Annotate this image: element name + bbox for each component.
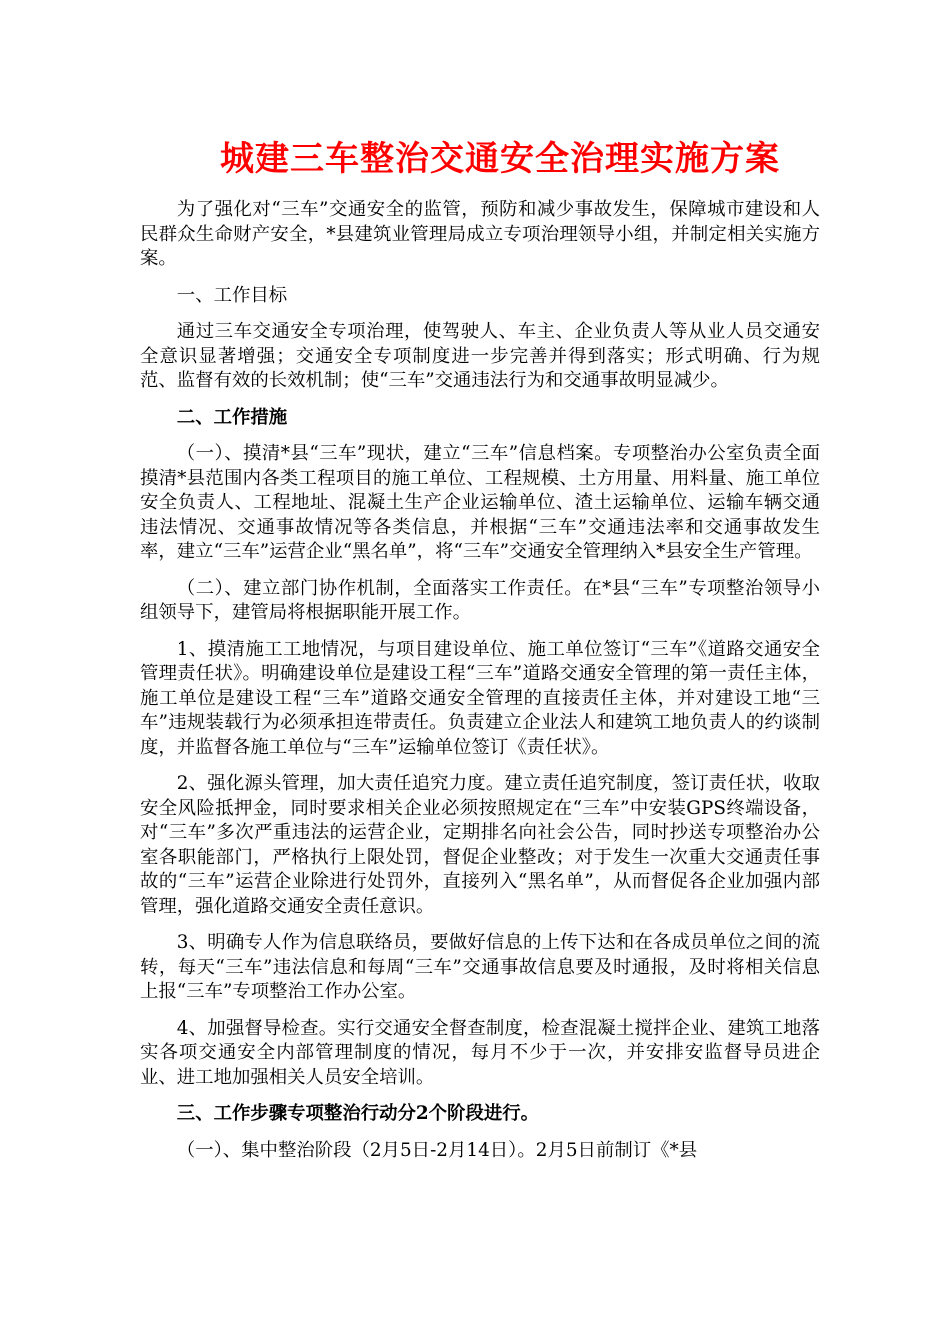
document-page — [140, 130, 820, 1175]
body-paragraph: （二）、建立部门协作机制，全面落实工作责任。在*县“三车”专项整治领导小组领导下，建管局将根据职能开展工作。 — [140, 577, 820, 623]
body-paragraph: 2、强化源头管理，加大责任追究力度。建立责任追究制度，签订责任状，收取安全风险抵押金，同时要求相关企业必须按照规定在“三车”中安装GPS终端设备，对“三车”多次严重违法的运营企业，定期排名向社会公告，同时抄送专项整治办公室各职能部门，严格执行上限处罚，督促企业整改；对于发生一次重大交通责任事故的“三车”运营企业除进行处罚外，直接列入“黑名单”，从而督促各企业加强内部管理，强化道路交通安全责任意识。 — [140, 773, 820, 917]
document-title: 城建三车整治交通安全治理实施方案 — [220, 139, 780, 179]
body-paragraph: 4、加强督导检查。实行交通安全督查制度，检查混凝土搅拌企业、建筑工地落实各项交通安全内部管理制度的情况，每月不少于一次，并安排安监督导员进企业、进工地加强相关人员安全培训。 — [140, 1017, 820, 1088]
body-paragraph: 通过三车交通安全专项治理，使驾驶人、车主、企业负责人等从业人员交通安全意识显著增强；交通安全专项制度进一步完善并得到落实；形式明确、行为规范、监督有效的长效机制；使“三车”交通违法行为和交通事故明显减少。 — [140, 321, 820, 391]
body-paragraph: 一、工作目标 — [176, 284, 288, 306]
body-paragraph: 3、明确专人作为信息联络员，要做好信息的上传下达和在各成员单位之间的流转，每天“三车”违法信息和每周“三车”交通事故信息要及时通报，及时将相关信息上报“三车”专项整治工作办公室。 — [140, 932, 820, 1002]
section-heading: 二、工作措施 — [176, 406, 288, 428]
body-paragraph: （一）、摸清*县“三车”现状，建立“三车”信息档案。专项整治办公室负责全面摸清*县范围内各类工程项目的施工单位、工程规模、土方用量、用料量、施工单位安全负责人、工程地址、混凝土生产企业运输单位、渣土运输单位、运输车辆交通违法情况、交通事故情况等各类信息，并根据“三车”交通违法率和交通事故发生率，建立“三车”运营企业“黑名单”，将“三车”交通安全管理纳入*县安全生产管理。 — [140, 443, 820, 562]
body-paragraph: 为了强化对“三车”交通安全的监管，预防和减少事故发生，保障城市建设和人民群众生命财产安全，*县建筑业管理局成立专项治理领导小组，并制定相关实施方案。 — [140, 199, 820, 269]
body-paragraph: 1、摸清施工工地情况，与项目建设单位、施工单位签订“三车”《道路交通安全管理责任状》。明确建设单位是建设工程“三车”道路交通安全管理的第一责任主体，施工单位是建设工程“三车”道路交通安全管理的直接责任主体，并对建设工地“三车”违规装载行为必须承担连带责任。负责建立企业法人和建筑工地负责人的约谈制度，并监督各施工单位与“三车”运输单位签订《责任状》。 — [140, 638, 820, 758]
body-paragraph: （一）、集中整治阶段（2月5日-2月14日）。2月5日前制订《*县 — [176, 1139, 698, 1161]
section-heading: 三、工作步骤专项整治行动分2个阶段进行。 — [176, 1103, 540, 1124]
document-body — [140, 198, 820, 1163]
